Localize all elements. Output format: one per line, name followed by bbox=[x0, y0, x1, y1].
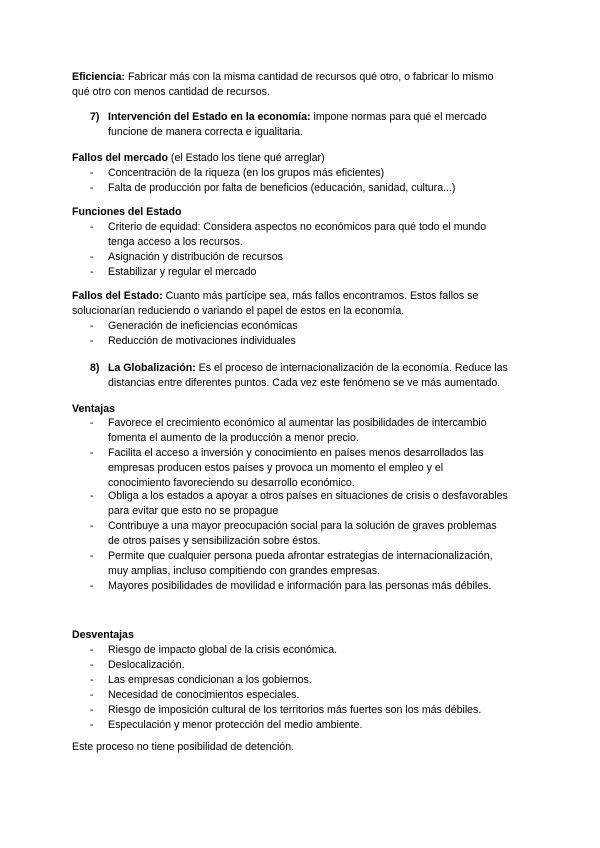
list-item-text: Contribuye a una mayor preocupación social para la solución de graves problemas bbox=[108, 520, 497, 532]
ventajas-section bbox=[72, 402, 532, 417]
list-item-text: Generación de ineficiencias económicas bbox=[108, 320, 298, 332]
list-item-text: Las empresas condicionan a los gobiernos. bbox=[108, 674, 312, 686]
item-7-text-1: impone normas para qué el mercado bbox=[310, 111, 487, 123]
list-item-text: Riesgo de imposición cultural de los territorios más fuertes son los más débiles. bbox=[108, 704, 482, 716]
fallos-estado-label: Fallos del Estado: bbox=[72, 290, 163, 302]
bullet-dash: - bbox=[90, 520, 94, 532]
closing-sentence bbox=[72, 740, 532, 755]
bullet-dash: - bbox=[90, 719, 94, 731]
list-item bbox=[72, 643, 532, 658]
list-item bbox=[72, 446, 532, 491]
item-7-paragraph bbox=[72, 110, 532, 140]
eficiencia-text-2: qué otro con menos cantidad de recursos. bbox=[72, 86, 270, 98]
list-item bbox=[72, 181, 532, 196]
bullet-dash: - bbox=[90, 689, 94, 701]
fallos-estado-text-2: solucionarían reduciendo o variando el papel de estos en la economía. bbox=[72, 305, 405, 317]
list-item-text: Reducción de motivaciones individuales bbox=[108, 335, 296, 347]
item-8-label: La Globalización: bbox=[108, 362, 196, 374]
list-item-text: fomenta el aumento de la producción a menor precio. bbox=[108, 432, 359, 444]
list-item bbox=[72, 673, 532, 688]
list-item bbox=[72, 519, 532, 549]
list-item-text: empresas producen estos países y provoca un momento el empleo y el bbox=[108, 462, 444, 474]
bullet-dash: - bbox=[90, 704, 94, 716]
funciones-estado-section bbox=[72, 205, 532, 280]
bullet-dash: - bbox=[90, 644, 94, 656]
list-item bbox=[72, 416, 532, 446]
list-item-text: tenga acceso a los recursos. bbox=[108, 236, 243, 248]
item-8-number: 8) bbox=[90, 362, 100, 374]
bullet-dash: - bbox=[90, 335, 94, 347]
bullet-dash: - bbox=[90, 182, 94, 194]
bullet-dash: - bbox=[90, 659, 94, 671]
fallos-mercado-note: (el Estado los tiene qué arreglar) bbox=[167, 152, 325, 164]
funciones-heading: Funciones del Estado bbox=[72, 206, 182, 218]
list-item-text: Facilita el acceso a inversión y conocimiento en países menos desarrollados las bbox=[108, 447, 484, 459]
list-item bbox=[72, 579, 532, 594]
bullet-dash: - bbox=[90, 550, 94, 562]
list-item-text: para evitar que esto no se propague bbox=[108, 505, 279, 517]
desventajas-section bbox=[72, 628, 532, 733]
list-item-text: muy amplias, incluso compitiendo con grandes empresas. bbox=[108, 565, 381, 577]
item-7-text-2: funcione de manera correcta e igualitaria. bbox=[108, 126, 303, 138]
list-item-text: Favorece el crecimiento económico al aumentar las posibilidades de intercambio bbox=[108, 417, 487, 429]
bullet-dash: - bbox=[90, 490, 94, 502]
bullet-dash: - bbox=[90, 266, 94, 278]
ventajas-heading: Ventajas bbox=[72, 403, 115, 415]
bullet-dash: - bbox=[90, 167, 94, 179]
bullet-dash: - bbox=[90, 674, 94, 686]
list-item-text: Criterio de equidad: Considera aspectos no económicos para qué todo el mundo bbox=[108, 221, 487, 233]
list-item-continuation bbox=[72, 235, 532, 250]
fallos-estado-text-1: Cuanto más partícipe sea, más fallos encontramos. Estos fallos se bbox=[162, 290, 479, 302]
item-7-label: Intervención del Estado en la economía: bbox=[108, 111, 311, 123]
list-item bbox=[72, 489, 532, 519]
list-item bbox=[72, 250, 532, 265]
list-item-text: Necesidad de conocimientos especiales. bbox=[108, 689, 300, 701]
fallos-estado-section bbox=[72, 289, 532, 349]
list-item-text: Asignación y distribución de recursos bbox=[108, 251, 283, 263]
fallos-mercado-heading: Fallos del mercado bbox=[72, 152, 168, 164]
bullet-dash: - bbox=[90, 447, 94, 459]
list-item bbox=[72, 220, 532, 235]
closing-text: Este proceso no tiene posibilidad de detención. bbox=[72, 741, 295, 753]
list-item-text: Concentración de la riqueza (en los grupos más eficientes) bbox=[108, 167, 385, 179]
bullet-dash: - bbox=[90, 580, 94, 592]
eficiencia-label: Eficiencia: bbox=[72, 71, 125, 83]
item-8-text-2: distancias entre diferentes puntos. Cada vez este fenómeno se ve más aumentado. bbox=[108, 377, 501, 389]
bullet-dash: - bbox=[90, 251, 94, 263]
bullet-dash: - bbox=[90, 320, 94, 332]
list-item-text: conocimiento favoreciendo su desarrollo económico. bbox=[108, 477, 355, 489]
list-item bbox=[72, 166, 532, 181]
item-7-number: 7) bbox=[90, 111, 100, 123]
list-item-text: de otros países y sensibilización sobre éstos. bbox=[108, 535, 321, 547]
eficiencia-text-1: Fabricar más con la misma cantidad de recursos qué otro, o fabricar lo mismo bbox=[125, 71, 494, 83]
list-item bbox=[72, 319, 532, 334]
list-item bbox=[72, 718, 532, 733]
bullet-dash: - bbox=[90, 221, 94, 233]
list-item-text: Deslocalización. bbox=[108, 659, 185, 671]
list-item-text: Mayores posibilidades de movilidad e información para las personas más débiles. bbox=[108, 580, 492, 592]
list-item bbox=[72, 334, 532, 349]
list-item-text: Permite que cualquier persona pueda afrontar estrategias de internacionalización, bbox=[108, 550, 493, 562]
item-8-paragraph bbox=[72, 361, 532, 391]
list-item-text: Obliga a los estados a apoyar a otros países en situaciones de crisis o desfavorables bbox=[108, 490, 508, 502]
list-item-text: Riesgo de impacto global de la crisis económica. bbox=[108, 644, 338, 656]
desventajas-heading: Desventajas bbox=[72, 629, 134, 641]
fallos-mercado-section bbox=[72, 151, 532, 196]
list-item-text: Especulación y menor protección del medio ambiente. bbox=[108, 719, 363, 731]
list-item bbox=[72, 658, 532, 673]
list-item bbox=[72, 703, 532, 718]
eficiencia-paragraph bbox=[72, 70, 532, 100]
item-8-text-1: Es el proceso de internacionalización de la economía. Reduce las bbox=[195, 362, 508, 374]
list-item bbox=[72, 688, 532, 703]
list-item-text: Falta de producción por falta de beneficios (educación, sanidad, cultura...) bbox=[108, 182, 456, 194]
bullet-dash: - bbox=[90, 417, 94, 429]
list-item-text: Estabilizar y regular el mercado bbox=[108, 266, 257, 278]
list-item bbox=[72, 265, 532, 280]
list-item bbox=[72, 549, 532, 579]
